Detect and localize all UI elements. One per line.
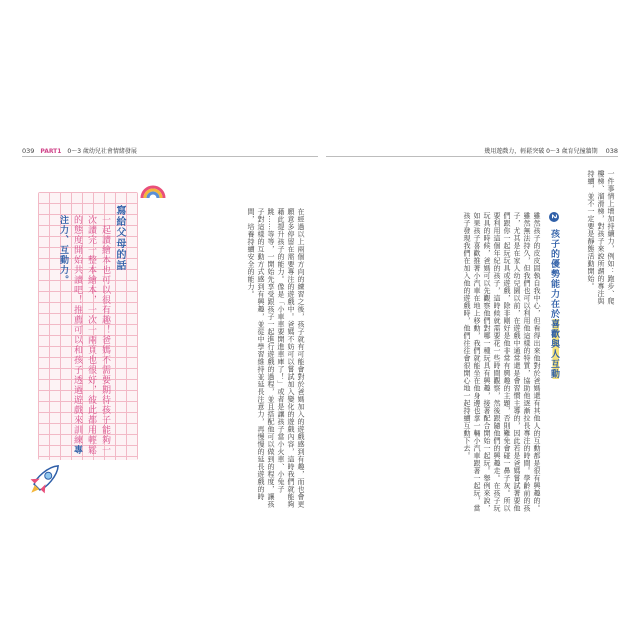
right-header-rule bbox=[326, 156, 618, 157]
left-page-number: 039 bbox=[22, 147, 35, 155]
section-number-badge: 2 bbox=[549, 212, 559, 222]
section-heading bbox=[548, 212, 561, 379]
note-card-body: 一起讀繪本也可以很有趣！爸媽不需要期待孩子能夠一次讀完一整本繪本，一次一兩頁也很好，彼此都用輕鬆的態度開始共讀吧！推薦可以和孩子透過遊戲來訓練專注力、互動力。 bbox=[58, 215, 110, 455]
left-page-header bbox=[22, 146, 137, 155]
right-body-text: 雖然孩子的皮皮固執自我中心，但看得出來他對於爸媽還有其他人的互動都是很有興趣的。雖然無法持久，但我們也可以利用他這樣的特質，協助他逐漸拉長專注的時間。學齡前的孩子，尤其是在家人幼兒園以前，在遊戲中通常還是會習慣主導的，因此若是爸媽嘗試著要他們跟你一起玩玩具或遊戲，除非剛好是他非常有興趣的主題，否則難免會碰一鼻子灰。所以要利用這個年紀的孩子，這時候就需要花一些時間觀察，然後跟隨他們的興趣走。在孩子玩玩具的時候，爸媽可以先觀察他們對哪一種玩具有興趣，接著配合開始一起玩。舉例來說，如果孩子喜歡推著小汽車在地上移動，我們就能坐在他身邊也拿一輛小汽車跟著一起玩，當孩子發現我們在加入他的遊戲時，他們往往會很開心地一起持續互動下去。 bbox=[463, 212, 541, 512]
left-header-title: 0～3 歲幼兒社會情緒發展 bbox=[67, 148, 137, 155]
right-header-title: 幾用遊戲力，輕鬆突破 0～3 歲育兒撞牆期 bbox=[484, 148, 598, 155]
section-title-highlight: 喜歡與人互動 bbox=[549, 319, 559, 380]
section-title-prefix: 孩子的優勢能力在於 bbox=[549, 229, 559, 320]
rainbow-icon bbox=[140, 182, 166, 200]
right-page-number: 038 bbox=[605, 147, 618, 155]
note-card-emphasis: 專注力、互動力。 bbox=[58, 215, 82, 455]
right-page-header bbox=[484, 146, 618, 155]
left-header-rule bbox=[22, 156, 318, 157]
rocket-icon bbox=[20, 456, 68, 504]
left-body-text: 在經過以上兩個方向的練習之後，孩子就有可能會對於爸媽加入的遊戲感到有趣，而也會更願意多停留在需要專注的遊戲中。爸媽不妨可以嘗試加入變化的遊戲內容，這時我們就能夠藉此提升孩子的能力。像是「小車車要開進車庫了！」或者是讓孩子當小火車、小兔子跳……等等，一開始先享受跟孩子一起進行遊戲的過程，並且搭配他可以做到的程度，讓孩子對這樣的互動方式感到有興趣，並從中學習維持並延長注意力，再慢慢的延長遊戲的時間，培養持續安全的能力。 bbox=[247, 208, 305, 508]
part-label: PART1 bbox=[40, 148, 62, 155]
right-intro-text: 一件事情上增加持續力，例如：跑步、爬樓梯、溜滑梯，對孩子來說所謂的專注與持續，並不一定要是靜態活動開始。 bbox=[587, 170, 615, 305]
note-card-title: 寫給父母的話 bbox=[114, 205, 125, 271]
